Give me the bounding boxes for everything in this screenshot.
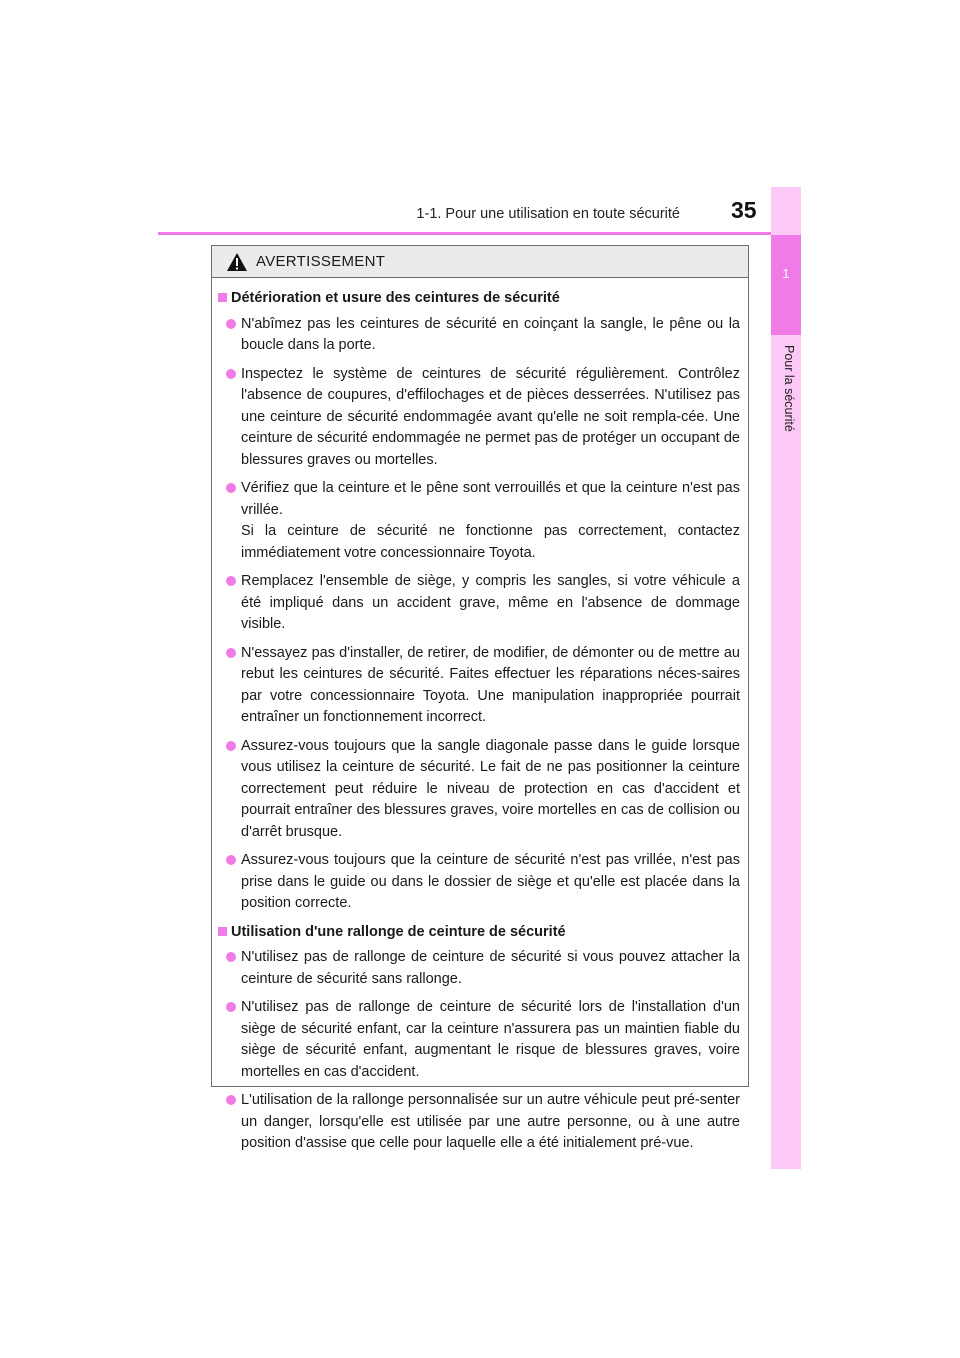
list-item <box>218 947 740 990</box>
list-item-paragraph: L'utilisation de la rallonge personnalisée sur un autre véhicule peut pré-senter un danger, lorsqu'elle est utilisée par une autre personne, ou à une autre position d'assise que celle pour laquelle elle a été initialement pré-vue. <box>241 1092 740 1151</box>
list-item-text <box>241 1090 740 1155</box>
square-bullet-icon <box>218 293 227 302</box>
dot-bullet-icon <box>226 369 236 379</box>
dot-bullet-icon <box>226 855 236 865</box>
list-item-paragraph: Vérifiez que la ceinture et le pêne sont verrouillés et que la ceinture n'est pas vrillée. <box>241 480 740 518</box>
list-item <box>218 736 740 844</box>
list-item-paragraph: N'abîmez pas les ceintures de sécurité en coinçant la sangle, le pêne ou la boucle dans la porte. <box>241 315 740 353</box>
list-item-paragraph: Si la ceinture de sécurité ne fonctionne pas correctement, contactez immédiatement votre concessionnaire Toyota. <box>241 523 740 561</box>
warning-header <box>212 246 748 278</box>
header-divider <box>158 232 800 235</box>
dot-bullet-icon <box>226 648 236 658</box>
dot-bullet-icon <box>226 1095 236 1105</box>
list-item <box>218 850 740 915</box>
list-item-paragraph: N'essayez pas d'installer, de retirer, de modifier, de démonter ou de mettre au rebut les ceintures de sécurité. Faites effectuer les réparations néces-saires par votre concessionnaire Toyota. Une manipulation inappropriée pourrait entraîner un fonctionnement incorrect. <box>241 644 740 725</box>
dot-bullet-icon <box>226 1002 236 1012</box>
chapter-side-tab-active <box>771 235 801 335</box>
list-item-paragraph: Inspectez le système de ceintures de sécurité régulièrement. Contrôlez l'absence de coupures, d'effilochages et de pièces desserrées. N'utilisez pas une ceinture de sécurité endommagée avant qu'elle ne soit rempla-cée. Une ceinture de sécurité endommagée ne permet pas de protéger un occupant de blessures graves ou mortelles. <box>241 365 740 468</box>
square-bullet-icon <box>218 927 227 936</box>
list-item-text <box>241 643 740 729</box>
list-item <box>218 1090 740 1155</box>
list-item-paragraph: Remplacez l'ensemble de siège, y compris les sangles, si votre véhicule a été impliqué dans un accident grave, même en l'absence de dommage visible. <box>241 573 740 632</box>
list-item-text <box>241 997 740 1083</box>
list-item <box>218 364 740 472</box>
running-header: 1-1. Pour une utilisation en toute sécurité <box>416 206 680 222</box>
list-item-paragraph: Assurez-vous toujours que la sangle diagonale passe dans le guide lorsque vous utilisez la ceinture de sécurité. Le fait de ne pas positionner la ceinture correctement peut réduire le niveau de protection en cas d'accident et pourrait entraîner des blessures graves, voire mortelles en cas de collision ou d'arrêt brusque. <box>241 737 740 840</box>
list-item-text <box>241 314 740 357</box>
list-item-text <box>241 571 740 636</box>
list-item <box>218 997 740 1083</box>
warning-triangle-icon <box>226 252 248 272</box>
list-item <box>218 643 740 729</box>
list-item-text <box>241 850 740 915</box>
dot-bullet-icon <box>226 319 236 329</box>
list-item <box>218 314 740 357</box>
warning-box <box>211 245 749 1151</box>
list-item <box>218 478 740 564</box>
page-number: 35 <box>731 197 757 223</box>
warning-section <box>218 288 740 915</box>
list-item-text <box>241 364 740 472</box>
list-item-paragraph: Assurez-vous toujours que la ceinture de sécurité n'est pas vrillée, n'est pas prise dans le guide ou dans le dossier de siège et qu'elle est placée dans la position correcte. <box>241 852 740 911</box>
chapter-number: 1 <box>782 266 790 281</box>
dot-bullet-icon <box>226 952 236 962</box>
chapter-label: Pour la sécurité <box>782 345 796 432</box>
section-heading-text: Utilisation d'une rallonge de ceinture de sécurité <box>231 923 566 940</box>
dot-bullet-icon <box>226 576 236 586</box>
list-item-text <box>241 478 740 564</box>
warning-body <box>212 278 748 1155</box>
dot-bullet-icon <box>226 741 236 751</box>
dot-bullet-icon <box>226 483 236 493</box>
list-item-paragraph: N'utilisez pas de rallonge de ceinture de sécurité si vous pouvez attacher la ceinture de sécurité sans rallonge. <box>241 949 740 987</box>
list-item <box>218 571 740 636</box>
warning-section <box>218 922 740 1155</box>
warning-title: AVERTISSEMENT <box>256 253 386 270</box>
section-heading-text: Détérioration et usure des ceintures de sécurité <box>231 290 560 306</box>
list-item-text <box>241 947 740 990</box>
list-item-paragraph: N'utilisez pas de rallonge de ceinture de sécurité lors de l'installation d'un siège de sécurité enfant, car la ceinture n'assurera pas un maintien fiable du siège de sécurité enfant, augmentant le risque de blessures graves, voire mortelles en cas d'accident. <box>241 999 740 1080</box>
list-item-text <box>241 736 740 844</box>
section-heading <box>218 288 740 310</box>
section-heading <box>218 922 740 944</box>
